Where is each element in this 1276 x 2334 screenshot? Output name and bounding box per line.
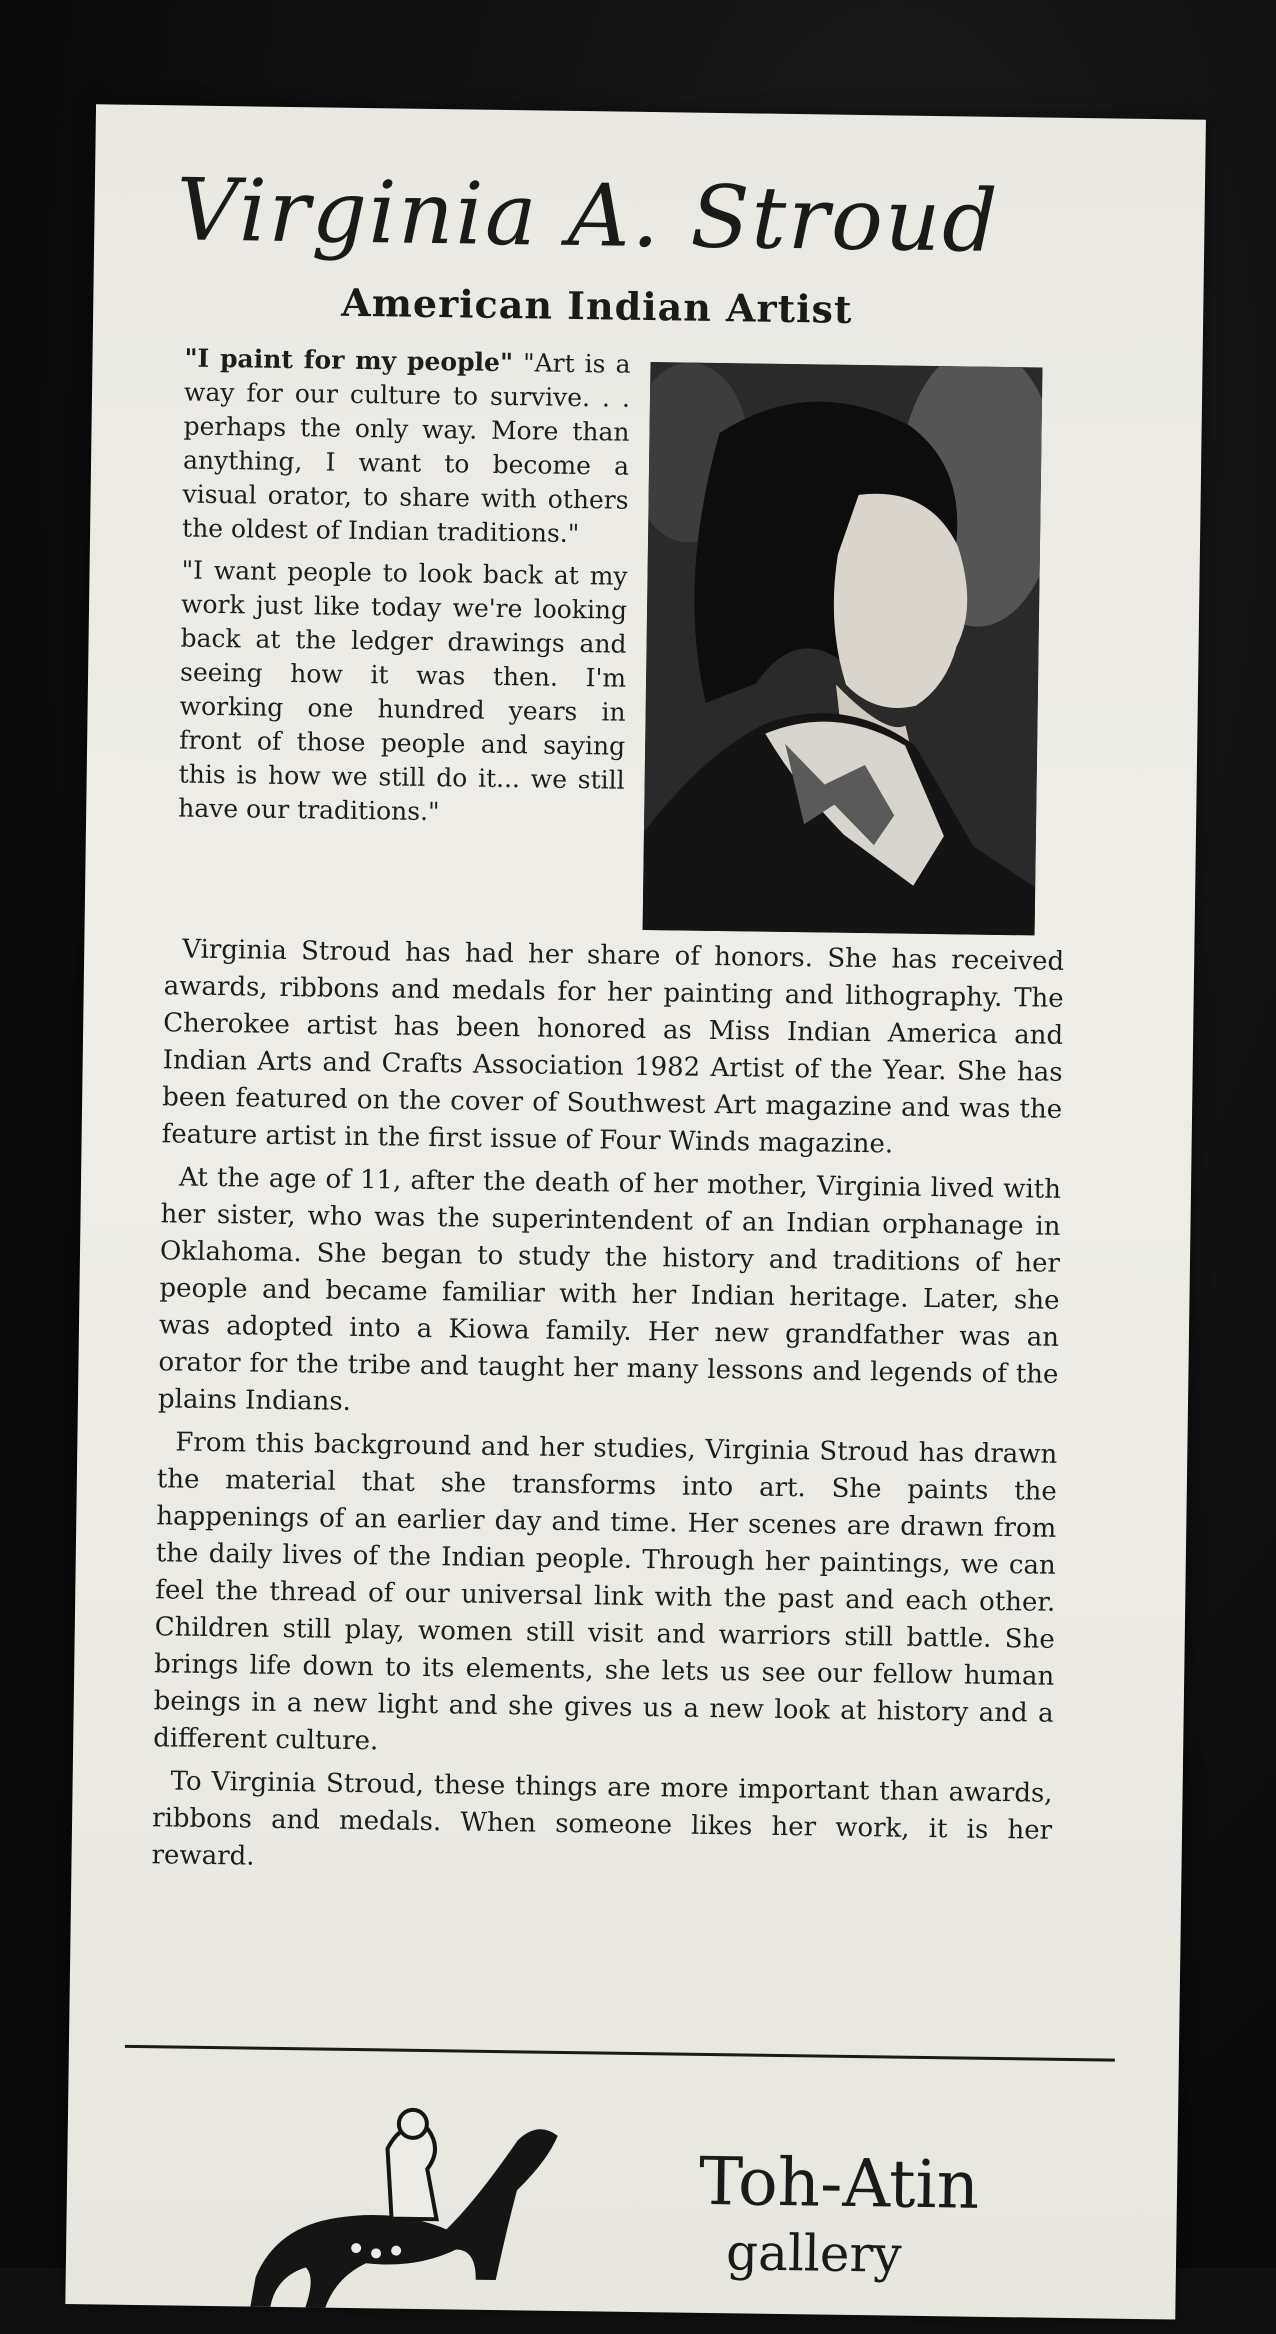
bio-paragraph: From this background and her studies, Virginia Stroud has drawn the material that she transforms into art. She paints the happenings of an earlier day and time. Her scenes are drawn from the daily lives of the Indian people. Through her paintings, we can feel the thread of our universal link with the past and each other. Children still play, women still visit and warriors still battle. She brings life down to its elements, she lets us see our fellow human beings in a new light and she gives us a new look at history and a different culture. bbox=[153, 1427, 1058, 1757]
horse-rider-logo-icon bbox=[215, 2076, 578, 2321]
brochure-page bbox=[65, 104, 1206, 2319]
quote-1-text: "Art is a way for our culture to survive. . . perhaps the only way. More than anything, I want to become a visual orator, to share with others the oldest of Indian traditions." bbox=[181, 348, 631, 549]
biography-text bbox=[151, 931, 1064, 1892]
gallery-name: Toh-Atin bbox=[698, 2142, 980, 2224]
divider-line bbox=[125, 2045, 1115, 2062]
quote-column bbox=[178, 342, 631, 840]
quote-1 bbox=[182, 342, 631, 552]
bio-paragraph: At the age of 11, after the death of her mother, Virginia lived with her sister, who was the superintendent of an Indian orphanage in Oklahoma. She began to study the history and traditions of her people and became familiar with her Indian heritage. Later, she was adopted into a Kiowa family. Her new grandfather was an orator for the tribe and taught her many lessons and legends of the plains Indians. bbox=[157, 1162, 1062, 1417]
artist-name-title: Virginia A. Stroud bbox=[175, 160, 1001, 272]
bio-paragraph: To Virginia Stroud, these things are more important than awards, ribbons and medals. When someone likes her work, it is her reward. bbox=[151, 1766, 1053, 1872]
bio-paragraph: Virginia Stroud has had her share of honors. She has received awards, ribbons and medals for her painting and lithography. The Cherokee artist has been honored as Miss Indian America and Indian Arts and Crafts Association 1982 Artist of the Year. She has been featured on the cover of Southwest Art magazine and was the feature artist in the first issue of Four Winds magazine. bbox=[161, 934, 1065, 1160]
gallery-subtitle: gallery bbox=[725, 2223, 903, 2284]
artist-subtitle: American Indian Artist bbox=[341, 279, 853, 332]
quote-1-lead: "I paint for my people" bbox=[184, 343, 514, 378]
quote-2: "I want people to look back at my work just like today we're looking back at the ledger drawings and seeing how it was then. I'm working one hundred years in front of those people and saying this is how we still do it... we still have our traditions." bbox=[178, 555, 628, 827]
artist-portrait-photo bbox=[643, 362, 1043, 935]
